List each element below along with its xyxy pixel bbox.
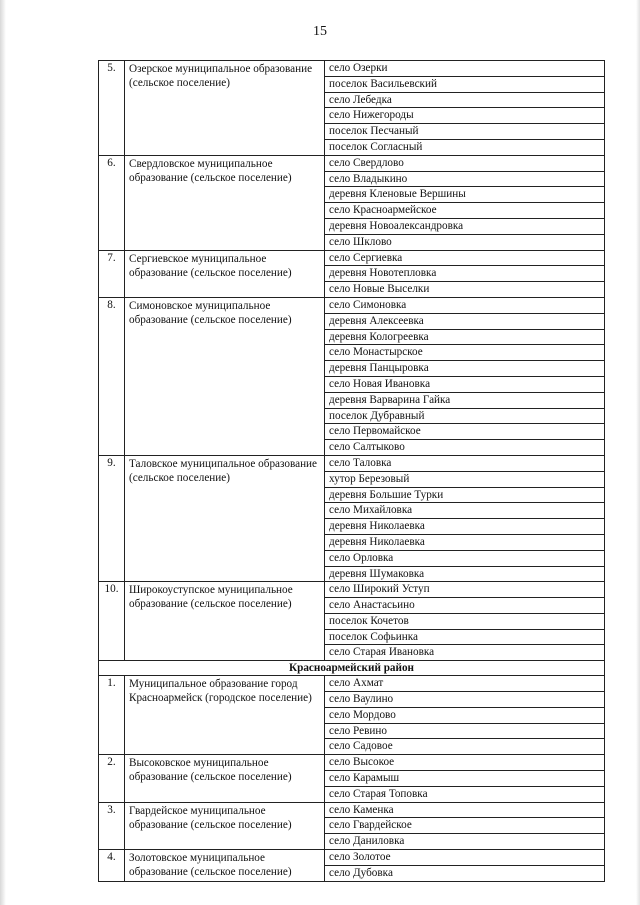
- scan-edge-right: [636, 0, 640, 905]
- row-number: 3.: [99, 802, 125, 849]
- table-row: [99, 755, 605, 771]
- settlement-cell: село Шклово: [325, 234, 605, 250]
- row-number: 6.: [99, 155, 125, 250]
- settlement-cell: село Сергиевка: [325, 250, 605, 266]
- settlement-cell: село Гвардейское: [325, 818, 605, 834]
- municipality-name: Симоновское муниципальное образование (сельское поселение): [125, 297, 325, 455]
- settlement-cell: село Широкий Уступ: [325, 582, 605, 598]
- settlement-cell: село Салтыково: [325, 440, 605, 456]
- settlement-cell: деревня Варварина Гайка: [325, 392, 605, 408]
- settlement-cell: село Высокое: [325, 755, 605, 771]
- settlement-cell: село Лебедка: [325, 92, 605, 108]
- settlement-cell: поселок Песчаный: [325, 124, 605, 140]
- municipality-name: Свердловское муниципальное образование (сельское поселение): [125, 155, 325, 250]
- table-row: [99, 582, 605, 598]
- settlement-cell: деревня Николаевка: [325, 519, 605, 535]
- settlement-cell: село Первомайское: [325, 424, 605, 440]
- settlement-cell: хутор Березовый: [325, 471, 605, 487]
- table-row: [99, 297, 605, 313]
- table-row: [99, 455, 605, 471]
- table-row: [99, 155, 605, 171]
- row-number: 10.: [99, 582, 125, 661]
- settlement-cell: село Даниловка: [325, 834, 605, 850]
- settlement-cell: деревня Большие Турки: [325, 487, 605, 503]
- settlement-cell: село Дубовка: [325, 865, 605, 881]
- settlement-cell: деревня Кологреевка: [325, 329, 605, 345]
- row-number: 4.: [99, 850, 125, 882]
- scan-edge-left: [0, 0, 6, 905]
- settlement-cell: деревня Кленовые Вершины: [325, 187, 605, 203]
- settlement-cell: село Ваулино: [325, 692, 605, 708]
- settlement-cell: поселок Васильевский: [325, 76, 605, 92]
- municipality-name: Муниципальное образование город Красноармейск (городское поселение): [125, 676, 325, 755]
- municipalities-table: [98, 60, 605, 882]
- table-row: [99, 802, 605, 818]
- municipality-name: Золотовское муниципальное образование (сельское поселение): [125, 850, 325, 882]
- row-number: 5.: [99, 61, 125, 156]
- settlement-cell: поселок Софьинка: [325, 629, 605, 645]
- settlement-cell: село Новая Ивановка: [325, 376, 605, 392]
- settlement-cell: село Монастырское: [325, 345, 605, 361]
- settlement-cell: село Ахмат: [325, 676, 605, 692]
- settlement-cell: деревня Новоалександровка: [325, 218, 605, 234]
- settlement-cell: село Новые Выселки: [325, 282, 605, 298]
- municipality-name: Широкоуступское муниципальное образование (сельское поселение): [125, 582, 325, 661]
- settlement-cell: село Красноармейское: [325, 203, 605, 219]
- settlement-cell: село Старая Ивановка: [325, 645, 605, 661]
- district-header-row: [99, 661, 605, 676]
- settlement-cell: село Ревино: [325, 723, 605, 739]
- municipality-name: Озерское муниципальное образование (сельское поселение): [125, 61, 325, 156]
- settlement-cell: село Таловка: [325, 455, 605, 471]
- settlement-cell: село Золотое: [325, 850, 605, 866]
- settlement-cell: село Орловка: [325, 550, 605, 566]
- table-row: [99, 850, 605, 866]
- settlement-cell: поселок Кочетов: [325, 613, 605, 629]
- settlement-cell: село Мордово: [325, 707, 605, 723]
- settlement-cell: поселок Дубравный: [325, 408, 605, 424]
- settlement-cell: деревня Алексеевка: [325, 313, 605, 329]
- district-header: Красноармейский район: [99, 661, 605, 676]
- municipality-name: Высоковское муниципальное образование (сельское поселение): [125, 755, 325, 802]
- settlement-cell: село Владыкино: [325, 171, 605, 187]
- settlement-cell: село Садовое: [325, 739, 605, 755]
- municipality-name: Сергиевское муниципальное образование (сельское поселение): [125, 250, 325, 297]
- settlement-cell: деревня Панцыровка: [325, 361, 605, 377]
- settlement-cell: село Анастасьино: [325, 598, 605, 614]
- settlement-cell: поселок Согласный: [325, 139, 605, 155]
- row-number: 2.: [99, 755, 125, 802]
- settlement-cell: село Озерки: [325, 61, 605, 77]
- table-body: [99, 61, 605, 882]
- row-number: 1.: [99, 676, 125, 755]
- settlement-cell: село Старая Топовка: [325, 786, 605, 802]
- settlement-cell: деревня Шумаковка: [325, 566, 605, 582]
- settlement-cell: деревня Новотепловка: [325, 266, 605, 282]
- table-row: [99, 250, 605, 266]
- settlement-cell: село Нижегороды: [325, 108, 605, 124]
- settlement-cell: деревня Николаевка: [325, 534, 605, 550]
- settlement-cell: село Карамыш: [325, 771, 605, 787]
- settlement-cell: село Михайловка: [325, 503, 605, 519]
- table-row: [99, 61, 605, 77]
- settlement-cell: село Свердлово: [325, 155, 605, 171]
- row-number: 7.: [99, 250, 125, 297]
- table-row: [99, 676, 605, 692]
- settlement-cell: село Каменка: [325, 802, 605, 818]
- row-number: 9.: [99, 455, 125, 581]
- page-number: 15: [313, 24, 327, 39]
- row-number: 8.: [99, 297, 125, 455]
- settlement-cell: село Симоновка: [325, 297, 605, 313]
- municipality-name: Гвардейское муниципальное образование (сельское поселение): [125, 802, 325, 849]
- municipality-name: Таловское муниципальное образование (сельское поселение): [125, 455, 325, 581]
